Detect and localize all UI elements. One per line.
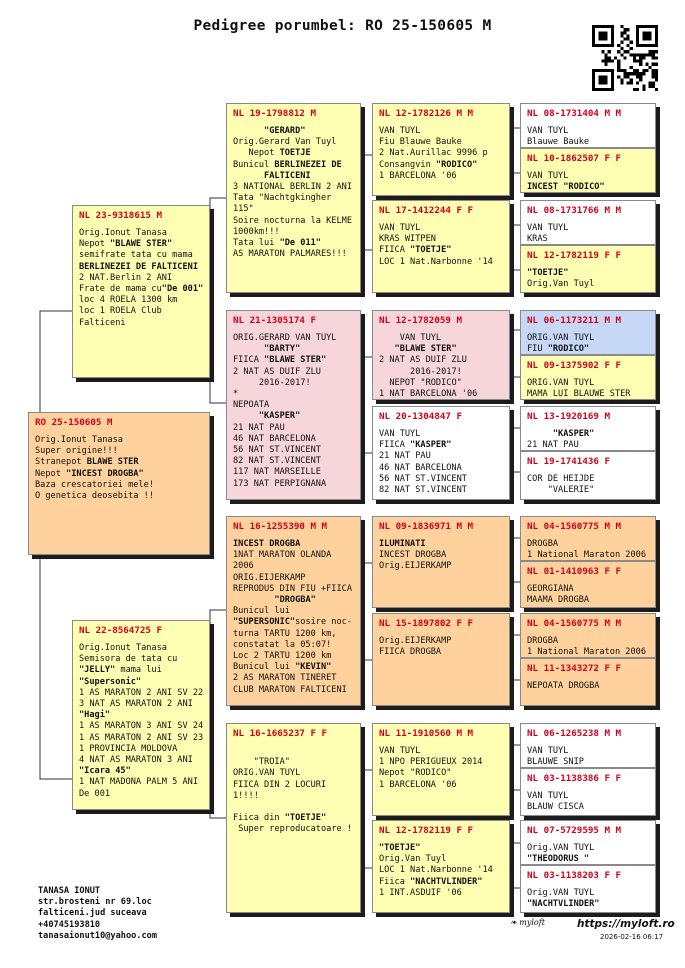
- gen4-card[interactable]: [520, 613, 656, 658]
- gen4-ring: NL 07-5729595 M M: [527, 825, 622, 836]
- gen4-ring: NL 01-1410963 F F: [527, 566, 622, 577]
- great-grandparent-details: VAN TUYL Fiu Blauwe Bauke 2 Nat.Aurillac 9996 p Consangvin "RODICO" 1 BARCELONA '06: [379, 126, 488, 181]
- dam-card[interactable]: [72, 620, 210, 810]
- gen4-details: ORIG.VAN TUYL MAMA LUI BLAUWE STER: [527, 378, 631, 400]
- gen4-ring: NL 12-1782119 F F: [527, 250, 622, 261]
- great-grandparent-card[interactable]: [372, 310, 510, 400]
- gen4-card[interactable]: [520, 658, 656, 706]
- gen4-details: DROGBA 1 National Maraton 2006: [527, 636, 646, 658]
- page-title: Pedigree porumbel: RO 25-150605 M: [193, 18, 492, 34]
- gen4-ring: NL 10-1862507 F F: [527, 153, 622, 164]
- great-grandparent-ring: NL 12-1782119 F F: [379, 825, 474, 836]
- great-grandparent-details: Orig.EIJERKAMP FIICA DROGBA: [379, 636, 452, 658]
- gen4-details: COR DE HEIJDE "VALERIE": [527, 474, 595, 496]
- great-grandparent-card[interactable]: [372, 103, 510, 196]
- gen4-card[interactable]: [520, 561, 656, 608]
- grandparent-card[interactable]: [226, 516, 361, 706]
- grandparent-card[interactable]: [226, 723, 361, 913]
- gen4-details: GEORGIANA MAAMA DROGBA: [527, 584, 590, 606]
- grandparent-card[interactable]: [226, 310, 361, 500]
- sire-card[interactable]: [72, 205, 210, 378]
- gen4-card[interactable]: [520, 451, 656, 500]
- grandparent-details: "GERARD" Orig.Gerard Van Tuyl Nepot TOETJE Bunicul BERLINEZEI DE FALTICENI 3 NATIONAL BERLIN 2 ANI Tata "Nachtgkingher 115" Soire nocturna la KELME 1000km!!! Tata lui "De 011" AS MARATON PALMARES!!!: [233, 126, 352, 260]
- dam-details: Orig.Ionut Tanasa Semisora de tata cu "JELLY" mama lui "Supersonic" 1 AS MARATON 2 ANI SV 22 3 NAT AS MARATON 2 ANI "Hagi" 1 AS MARATON 3 ANI SV 24 1 AS MARATON 2 ANI SV 23 1 PROVINCIA MOLDOVA 4 NAT AS MARATON 3 ANI "Icara 45" 1 NAT MADONA PALM 5 ANI De 001: [79, 643, 204, 799]
- gen4-card[interactable]: [520, 768, 656, 816]
- gen4-card[interactable]: [520, 245, 656, 293]
- owner-street: str.brosteni nr 69.loc: [38, 897, 152, 908]
- gen4-details: ORIG.VAN TUYL FIU "RODICO": [527, 333, 595, 355]
- great-grandparent-details: VAN TUYL "BLAWE STER" 2 NAT AS DUIF ZLU 2016-2017! NEPOT "RODICO" 1 NAT BARCELONA '06: [379, 333, 478, 400]
- gen4-ring: NL 03-1138203 F F: [527, 870, 622, 881]
- gen4-details: Orig.VAN TUYL "NACHTVLINDER": [527, 888, 600, 910]
- great-grandparent-ring: NL 20-1304847 F: [379, 411, 462, 422]
- gen4-ring: NL 04-1560775 M M: [527, 618, 622, 629]
- gen4-ring: NL 19-1741436 F: [527, 456, 610, 467]
- grandparent-ring: NL 19-1798812 M: [233, 108, 316, 119]
- great-grandparent-ring: NL 12-1782059 M: [379, 315, 462, 326]
- owner-info: [38, 886, 157, 942]
- sire-ring: NL 23-9318615 M: [79, 210, 162, 221]
- gen4-ring: NL 13-1920169 M: [527, 411, 610, 422]
- grandparent-details: ORIG.GERARD VAN TUYL "BARTY" FIICA "BLAWE STER" 2 NAT AS DUIF ZLU 2016-2017! * NEPOATA "KASPER" 21 NAT PAU 46 NAT BARCELONA 56 NAT ST.VINCENT 82 NAT ST.VINCENT 117 NAT MARSEILLE 173 NAT PERPIGNANA: [233, 333, 337, 489]
- dam-ring: NL 22-8564725 F: [79, 625, 162, 636]
- owner-phone: +40745193810: [38, 919, 101, 930]
- subject-card[interactable]: [28, 412, 210, 555]
- gen4-card[interactable]: [520, 148, 656, 193]
- grandparent-card[interactable]: [226, 103, 361, 293]
- great-grandparent-ring: NL 15-1897802 F F: [379, 618, 474, 629]
- gen4-card[interactable]: [520, 103, 656, 148]
- gen4-card[interactable]: [520, 865, 656, 913]
- gen4-details: VAN TUYL KRAS: [527, 223, 569, 245]
- great-grandparent-card[interactable]: [372, 613, 510, 706]
- grandparent-ring: NL 21-1305174 F: [233, 315, 316, 326]
- great-grandparent-card[interactable]: [372, 406, 510, 500]
- gen4-details: VAN TUYL Blauwe Bauke: [527, 126, 590, 148]
- site-link[interactable]: https://myloft.ro: [577, 918, 675, 930]
- gen4-details: Orig.VAN TUYL "THEODORUS ": [527, 843, 595, 865]
- gen4-ring: NL 06-1173211 M M: [527, 315, 622, 326]
- myloft-logo: [510, 918, 545, 927]
- great-grandparent-ring: NL 12-1782126 M M: [379, 108, 474, 119]
- great-grandparent-card[interactable]: [372, 200, 510, 293]
- great-grandparent-ring: NL 11-1910560 M M: [379, 728, 474, 739]
- grandparent-ring: NL 16-1665237 F F: [233, 728, 328, 739]
- owner-city: falticeni.jud suceava: [38, 908, 147, 919]
- gen4-details: VAN TUYL BLAUWE SNIP: [527, 746, 584, 768]
- gen4-card[interactable]: [520, 355, 656, 400]
- gen4-card[interactable]: [520, 820, 656, 865]
- gen4-card[interactable]: [520, 406, 656, 451]
- gen4-ring: NL 04-1560775 M M: [527, 521, 622, 532]
- grandparent-ring: NL 16-1255390 M M: [233, 521, 328, 532]
- gen4-details: "KASPER" 21 NAT PAU: [527, 429, 595, 451]
- gen4-card[interactable]: [520, 310, 656, 355]
- grandparent-details: INCEST DROGBA 1NAT MARATON OLANDA 2006 ORIG.EIJERKAMP REPRODUS DIN FIU +FIICA "DROGBA" Bunicul lui "SUPERSONIC"sosire noc- turna TARTU 1200 km, constatat la 05:07! Loc 2 TARTU 1200 km Bunicul lui "KEVIN" 2 AS MARATON TINERET CLUB MARATON FALTICENI: [233, 539, 353, 695]
- gen4-ring: NL 08-1731404 M M: [527, 108, 622, 119]
- great-grandparent-details: "TOETJE" Orig.Van Tuyl LOC 1 Nat.Narbonne '14 Fiica "NACHTVLINDER" 1 INT.ASDUIF '06: [379, 843, 493, 898]
- gen4-ring: NL 08-1731766 M M: [527, 205, 622, 216]
- gen4-ring: NL 03-1138386 F F: [527, 773, 622, 784]
- owner-email: tanasaionut10@yahoo.com: [38, 930, 157, 941]
- great-grandparent-ring: NL 17-1412244 F F: [379, 205, 474, 216]
- great-grandparent-details: VAN TUYL 1 NPO PERIGUEUX 2014 Nepot "RODICO" 1 BARCELONA '06: [379, 746, 483, 790]
- gen4-details: VAN TUYL BLAUW CISCA: [527, 791, 584, 813]
- owner-name: TANASA IONUT: [38, 886, 101, 896]
- gen4-ring: NL 11-1343272 F F: [527, 663, 622, 674]
- great-grandparent-card[interactable]: [372, 723, 510, 816]
- great-grandparent-details: VAN TUYL KRAS WITPEN FIICA "TOETJE" LOC 1 Nat.Narbonne '14: [379, 223, 493, 267]
- gen4-card[interactable]: [520, 723, 656, 768]
- pigeon-icon: ❧: [510, 918, 517, 927]
- gen4-ring: NL 09-1375902 F F: [527, 360, 622, 371]
- print-timestamp: 2026-02-16 06:17: [600, 933, 664, 941]
- sire-details: Orig.Ionut Tanasa Nepot "BLAWE STER" semifrate tata cu mama BERLINEZEI DE FALTICENI 2 NAT.Berlin 2 ANI Frate de mama cu"De 001" loc 4 ROELA 1300 km loc 1 ROELA Club Falticeni: [79, 228, 204, 328]
- gen4-ring: NL 06-1265238 M M: [527, 728, 622, 739]
- gen4-details: DROGBA 1 National Maraton 2006: [527, 539, 646, 561]
- subject-details: Orig.Ionut Tanasa Super origine!!! Stranepot BLAWE STER Nepot "INCEST DROGBA" Baza crescatoriei mele! O genetica deosebita !!: [35, 435, 154, 502]
- gen4-card[interactable]: [520, 516, 656, 561]
- gen4-details: VAN TUYL INCEST "RODICO": [527, 171, 605, 193]
- gen4-details: NEPOATA DROGBA: [527, 681, 600, 691]
- subject-ring: RO 25-150605 M: [35, 417, 113, 428]
- great-grandparent-card[interactable]: [372, 820, 510, 913]
- gen4-card[interactable]: [520, 200, 656, 245]
- great-grandparent-details: VAN TUYL FIICA "KASPER" 21 NAT PAU 46 NAT BARCELONA 56 NAT ST.VINCENT 82 NAT ST.VINCENT: [379, 429, 467, 496]
- great-grandparent-ring: NL 09-1836971 M M: [379, 521, 474, 532]
- great-grandparent-card[interactable]: [372, 516, 510, 608]
- logo-text: myloft: [519, 918, 545, 927]
- grandparent-details: "TROIA" ORIG.VAN TUYL FIICA DIN 2 LOCURI 1!!!! Fiica din "TOETJE" Super reproducatoare !: [233, 757, 353, 835]
- gen4-details: "TOETJE" Orig.Van Tuyl: [527, 268, 595, 290]
- great-grandparent-details: ILUMINATI INCEST DROGBA Orig.EIJERKAMP: [379, 539, 452, 572]
